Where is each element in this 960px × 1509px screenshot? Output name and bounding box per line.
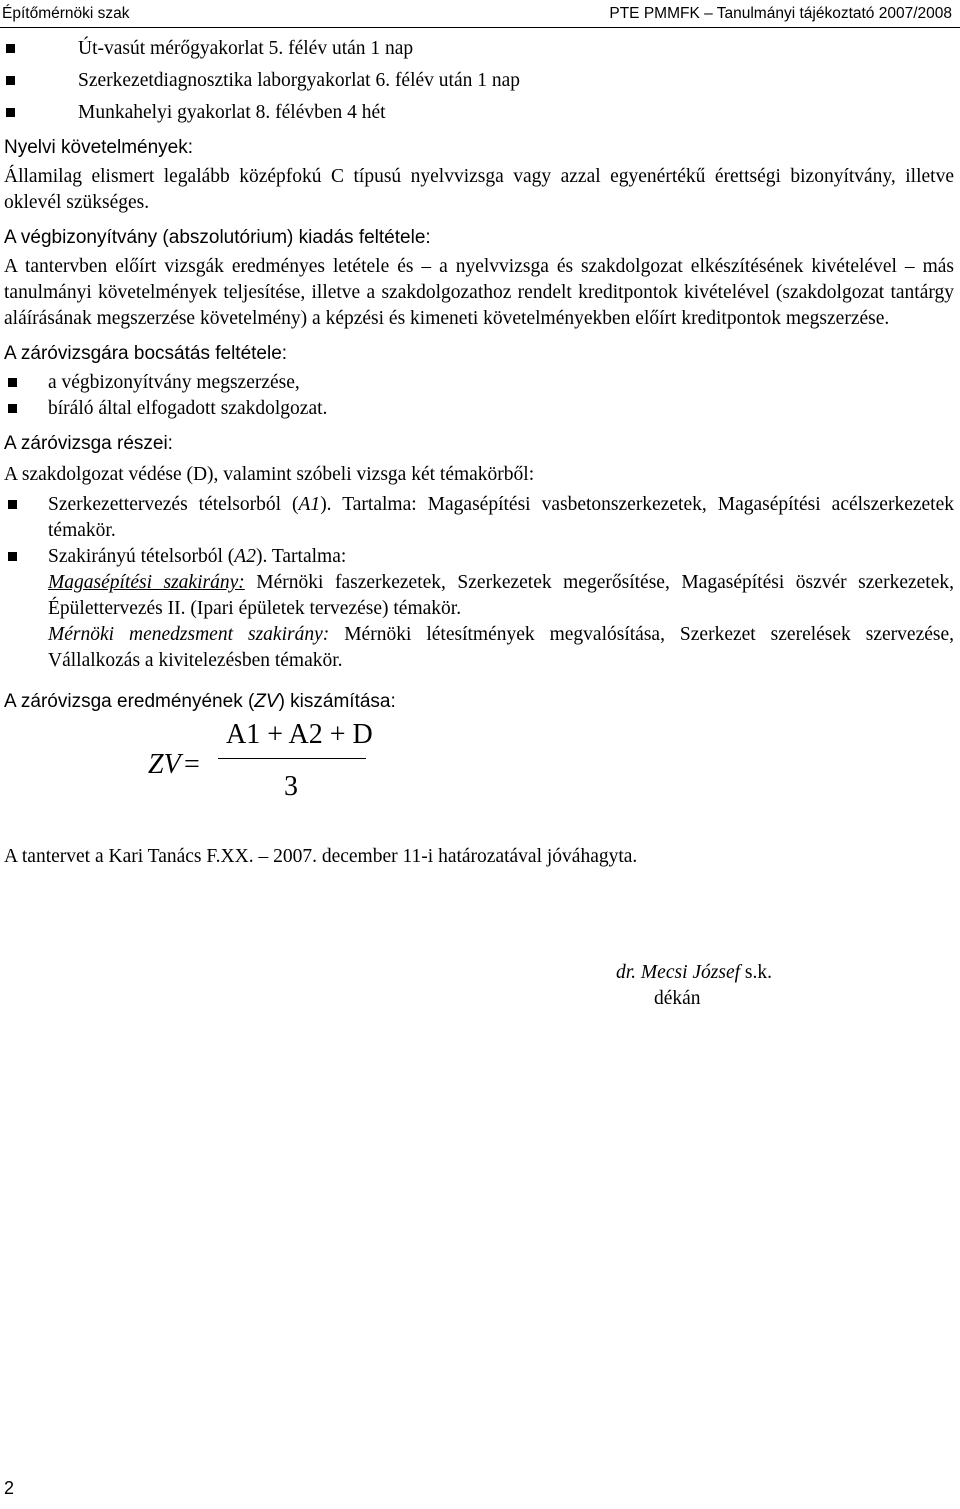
bullet-square-icon [8, 500, 17, 509]
signature-title: dékán [654, 988, 701, 1009]
approval-text: A tantervet a Kari Tanács F.XX. – 2007. december 11-i határozatával jóváhagyta. [4, 846, 638, 867]
specialization-management [4, 622, 954, 674]
result-heading-code: ZV [254, 691, 279, 712]
language-heading: Nyelvi követelmények: [4, 137, 194, 158]
parts-heading: A záróvizsga részei: [4, 433, 173, 454]
bullet-square-icon [6, 44, 15, 53]
result-heading-pre: A záróvizsga eredményének ( [4, 691, 255, 712]
result-formula [4, 719, 954, 826]
signature-suffix: s.k. [740, 962, 772, 983]
page-number: 2 [4, 1478, 15, 1498]
parts-item-a2-pre: Szakirányú tételsorból ( [48, 546, 235, 567]
formula-numerator: A1 + A2 + D [226, 719, 373, 750]
parts-intro: A szakdolgozat védése (D), valamint szóbeli vizsga két témakörből: [4, 464, 535, 485]
spec-building-text: Mérnöki faszerkezetek, Szerkezetek megerősítése, Magasépítési öszvér szerkezetek, Épülettervezés II. (Ipari épületek tervezése) témakör. [48, 572, 954, 619]
parts-item-a2-code: A2 [234, 546, 256, 567]
formula-denominator: 3 [284, 771, 298, 802]
parts-item-a2-post: ). Tartalma: [255, 546, 347, 567]
practice-text: Út-vasút mérőgyakorlat 5. félév után 1 nap [78, 38, 414, 59]
admission-item-text: bíráló által elfogadott szakdolgozat. [48, 398, 328, 419]
absolutorium-text: A tantervben előírt vizsgák eredményes letétele és – a nyelvvizsga és szakdolgozat elkészítésének kivételével – más tanulmányi követelmények teljesítése, illetve a szakdolgozathoz rendelt kreditpontok kivételével (szakdolgozat tantárgy aláírásának megszerzése követelmény) a képzési és kimeneti követelményekben előírt kreditpontok megszerzése. [4, 256, 954, 329]
spec-management-name: Mérnöki menedzsment szakirány: [48, 624, 330, 645]
admission-item [4, 370, 954, 396]
page-header [0, 0, 960, 28]
bullet-square-icon [8, 378, 17, 387]
document-body [4, 31, 954, 874]
practice-item [4, 36, 954, 62]
parts-item-a1-post: ). Tartalma: Magasépítési vasbetonszerkezetek, Magasépítési acélszerkezetek témakör. [48, 494, 954, 541]
result-heading [4, 690, 954, 714]
parts-item-a1-pre: Szerkezettervezés tételsorból ( [48, 494, 299, 515]
admission-item [4, 396, 954, 422]
formula-equals: = [184, 749, 200, 780]
practice-text: Munkahelyi gyakorlat 8. félévben 4 hét [78, 102, 386, 123]
parts-item-a1-code: A1 [298, 494, 321, 515]
practice-item [4, 100, 954, 126]
practice-item [4, 68, 954, 94]
spec-management-text: Mérnöki létesítmények megvalósítása, Szerkezet szerelések szervezése, Vállalkozás a kivitelezésben témakör. [48, 624, 954, 671]
result-heading-post: ) kiszámítása: [278, 691, 396, 712]
language-text: Államilag elismert legalább középfokú C típusú nyelvvizsga vagy azzal egyenértékű érettségi bizonyítvány, illetve oklevél szükséges. [4, 166, 954, 213]
specialization-building [4, 570, 954, 622]
signature-block [616, 960, 816, 1012]
absolutorium-heading: A végbizonyítvány (abszolutórium) kiadás feltétele: [4, 227, 431, 248]
practice-text: Szerkezetdiagnosztika laborgyakorlat 6. félév után 1 nap [78, 70, 521, 91]
bullet-square-icon [6, 76, 15, 85]
admission-heading: A záróvizsgára bocsátás feltétele: [4, 343, 288, 364]
signature-name: dr. Mecsi József [616, 962, 741, 983]
formula-lhs: ZV [148, 749, 181, 780]
parts-item-a1 [4, 492, 954, 544]
bullet-square-icon [8, 552, 17, 561]
header-left: Építőmérnöki szak [2, 5, 130, 22]
header-right: PTE PMMFK – Tanulmányi tájékoztató 2007/2008 [609, 5, 952, 22]
bullet-square-icon [6, 108, 15, 117]
spec-building-name: Magasépítési szakirány: [48, 572, 245, 593]
bullet-square-icon [8, 404, 17, 413]
admission-item-text: a végbizonyítvány megszerzése, [48, 372, 300, 393]
parts-item-a2 [4, 544, 954, 570]
formula-fraction-bar [218, 758, 366, 759]
